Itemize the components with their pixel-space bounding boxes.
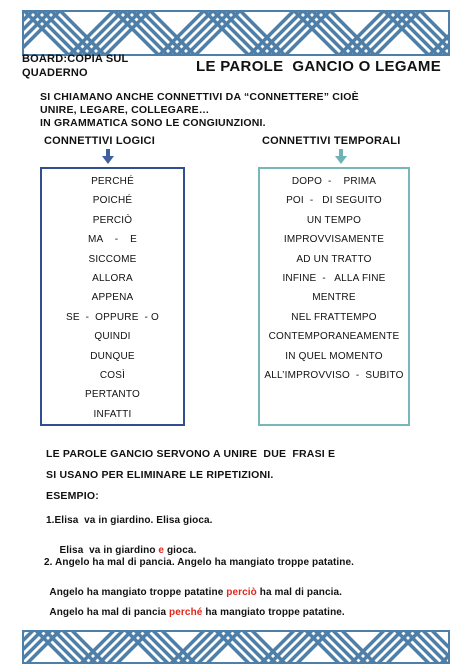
logici-item: MA - E [87, 234, 138, 246]
board-line-1: BOARD:COPIA SUL [22, 53, 129, 65]
example-label: ESEMPIO: [46, 490, 99, 502]
logici-item: PERCIÒ [92, 214, 133, 226]
connector-word: e [158, 545, 165, 556]
intro-line-1: SI CHIAMANO ANCHE CONNETTIVI DA “CONNETTERE” CIOÈ [40, 91, 359, 103]
arrow-down-icon [102, 149, 114, 165]
example-text: ha mangiato troppe patatine. [202, 607, 345, 618]
decorative-top-band [22, 10, 450, 56]
example-text: Angelo ha mal di pancia [49, 607, 170, 618]
connector-word: perciò [226, 587, 257, 598]
logici-item: SE - OPPURE - O [65, 311, 160, 323]
intro-line-3: IN GRAMMATICA SONO LE CONGIUNZIONI. [40, 117, 266, 129]
list-connettivi-logici [42, 172, 183, 424]
temporali-item: UN TEMPO [306, 214, 362, 226]
logici-item: DUNQUE [90, 350, 135, 362]
intro-paragraph [40, 91, 359, 130]
temporali-item: IMPROVVISAMENTE [283, 234, 385, 246]
example-1-sentences: 1.Elisa va in giardino. Elisa gioca. [46, 515, 213, 526]
box-connettivi-logici [40, 167, 185, 426]
temporali-item: INFINE - ALLA FINE [282, 272, 386, 284]
stripe-pattern-icon [22, 630, 450, 664]
intro-line-2: UNIRE, LEGARE, COLLEGARE… [40, 104, 210, 116]
example-text: Angelo ha mangiato troppe patatine [49, 587, 227, 598]
logici-item: ALLORA [92, 272, 133, 284]
arrow-down-icon [335, 149, 347, 165]
temporali-item: ALL’IMPROVVISO - SUBITO [264, 369, 404, 381]
example-2-joined-perche [44, 596, 345, 618]
temporali-item: AD UN TRATTO [296, 253, 372, 265]
board-line-2: QUADERNO [22, 67, 88, 79]
temporali-item: NEL FRATTEMPO [291, 311, 377, 323]
heading-connettivi-temporali: CONNETTIVI TEMPORALI [262, 135, 401, 147]
example-2-sentences: 2. Angelo ha mal di pancia. Angelo ha mangiato troppe patatine. [44, 557, 355, 568]
temporali-item: POI - DI SEGUITO [286, 195, 382, 207]
explanation-line-1: LE PAROLE GANCIO SERVONO A UNIRE DUE FRASI E [46, 448, 336, 460]
temporali-item: IN QUEL MOMENTO [285, 350, 383, 362]
connector-word: perché [169, 607, 203, 618]
stripe-pattern-icon [22, 10, 450, 56]
example-2-joined-percio [44, 576, 342, 598]
list-connettivi-temporali [260, 172, 408, 385]
decorative-bottom-band [22, 630, 450, 664]
logici-item: INFATTI [93, 408, 132, 420]
logici-item: QUINDI [94, 331, 131, 343]
temporali-item: MENTRE [312, 292, 356, 304]
logici-item: PERCHÉ [91, 176, 134, 187]
logici-item: POICHÉ [92, 195, 133, 207]
logici-item: APPENA [91, 292, 134, 304]
box-connettivi-temporali [258, 167, 410, 426]
logici-item: COSÌ [99, 369, 126, 381]
explanation-line-2: SI USANO PER ELIMINARE LE RIPETIZIONI. [46, 469, 274, 481]
page-title: LE PAROLE GANCIO O LEGAME [196, 58, 442, 75]
example-text: ha mal di pancia. [256, 587, 343, 598]
logici-item: PERTANTO [85, 389, 140, 401]
board-instruction [22, 52, 128, 80]
example-1-joined [48, 534, 196, 556]
example-text: Elisa va in giardino [53, 545, 159, 556]
temporali-item: CONTEMPORANEAMENTE [268, 331, 400, 343]
logici-item: SICCOME [88, 253, 137, 265]
example-text: gioca. [164, 545, 197, 556]
temporali-item: DOPO - PRIMA [291, 176, 377, 187]
heading-connettivi-logici: CONNETTIVI LOGICI [44, 135, 155, 147]
